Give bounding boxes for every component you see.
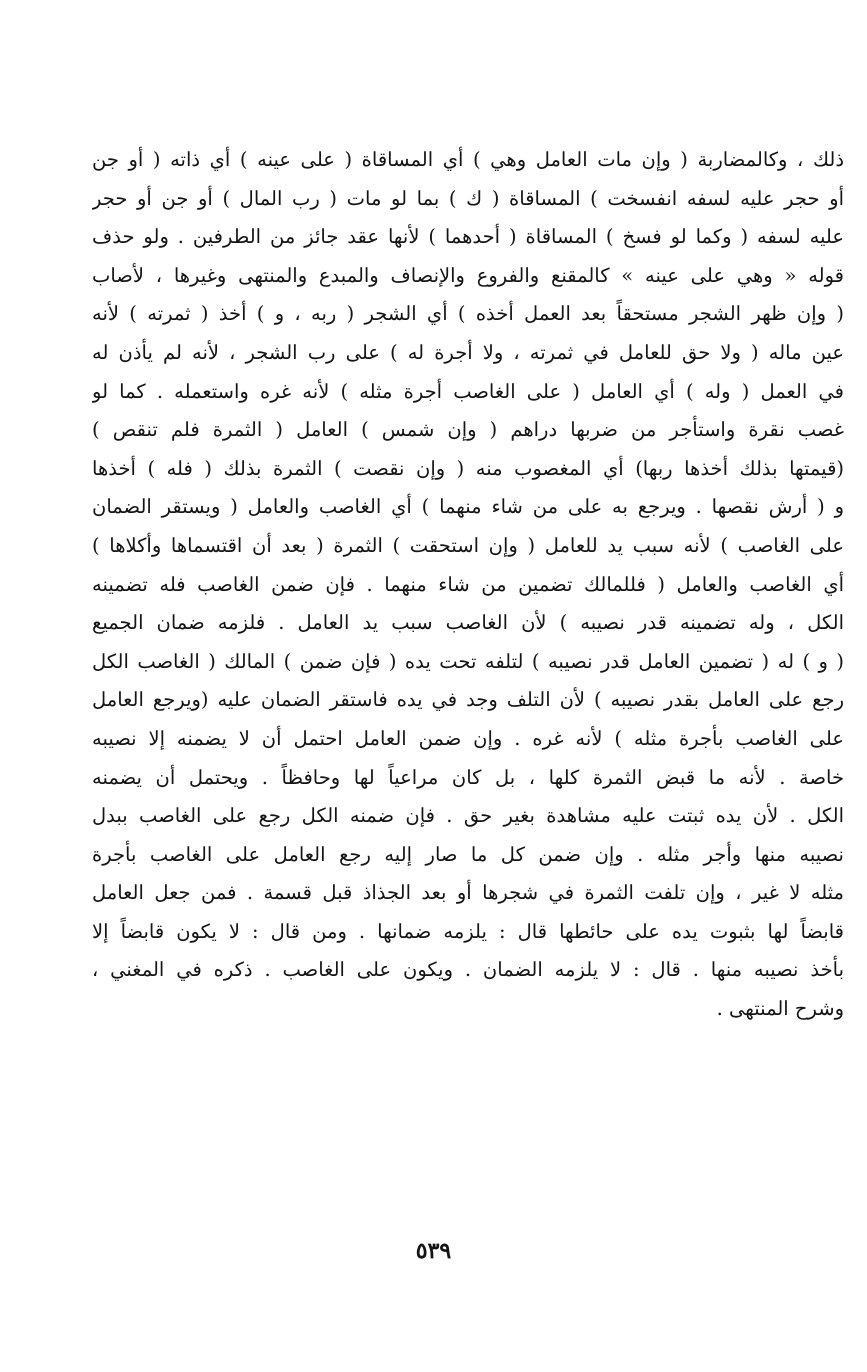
text-line: غصب نقرة واستأجر من ضربها دراهم ( وإن شمس ) العامل ( الثمرة فلم تنقص ) bbox=[92, 418, 844, 442]
text-line: أي الغاصب والعامل ( فللمالك تضمين من شاء منهما . فإن ضمن الغاصب فله تضمينه bbox=[92, 572, 844, 596]
text-line: ( وإن ظهر الشجر مستحقاً بعد العمل أخذه ) أي الشجر ( ربه ، و ) أخذ ( ثمرته ) لأنه bbox=[92, 302, 844, 326]
text-line: على الغاصب بأجرة مثله ) لأنه غره . وإن ضمن العامل احتمل أن لا يضمنه إلا نصيبه bbox=[92, 726, 844, 750]
text-line: (قيمتها بذلك أخذها ربها) أي المغصوب منه ( وإن نقصت ) الثمرة بذلك ( فله ) أخذها bbox=[92, 456, 844, 480]
text-line: عين ماله ( ولا حق للعامل في ثمرته ، ولا أجرة له ) على رب الشجر ، لأنه لم يأذن له bbox=[92, 340, 844, 364]
text-line: نصيبه منها وأجر مثله . وإن ضمن كل ما صار إليه رجع العامل على الغاصب بأجرة bbox=[92, 842, 844, 866]
text-line: قوله « وهي على عينه » كالمقنع والفروع والإنصاف والمبدع والمنتهى وغيرها ، لأصاب bbox=[92, 263, 844, 287]
page-number: ٥٣٩ bbox=[415, 1238, 452, 1264]
text-line: الكل ، وله تضمينه قدر نصيبه ) لأن الغاصب سبب يد العامل . فلزمه ضمان الجميع bbox=[92, 611, 844, 635]
text-line-last: وشرح المنتهى . bbox=[716, 997, 844, 1021]
text-line: قابضاً لها بثبوت يده على حائطها قال : يلزمه ضمانها . ومن قال : لا يكون قابضاً إلا bbox=[92, 919, 844, 943]
text-line: ذلك ، وكالمضاربة ( وإن مات العامل وهي ) أي المساقاة ( على عينه ) أي ذاته ( أو جن bbox=[92, 148, 844, 171]
text-line: على الغاصب ) لأنه سبب يد للعامل ( وإن استحقت ) الثمرة ( بعد أن اقتسماها وأكلاها ) bbox=[92, 533, 844, 557]
text-line: عليه لسفه ( وكما لو فسخ ) المساقاة ( أحدهما ) لأنها عقد جائز من الطرفين . ولو حذف bbox=[92, 225, 844, 249]
text-line: خاصة . لأنه ما قبض الثمرة كلها ، بل كان مراعياً لها وحافظاً . ويحتمل أن يضمنه bbox=[92, 765, 844, 789]
text-line: في العمل ( وله ) أي العامل ( على الغاصب أجرة مثله ) لأنه غره واستعمله . كما لو bbox=[92, 379, 844, 403]
text-line: الكل . لأن يده ثبتت عليه مشاهدة بغير حق . فإن ضمنه الكل رجع على الغاصب ببدل bbox=[92, 804, 844, 828]
text-line: بأخذ نصيبه منها . قال : لا يلزمه الضمان . ويكون على الغاصب . ذكره في المغني ، bbox=[92, 958, 844, 982]
text-line: و ( أرش نقصها . ويرجع به على من شاء منهما ) أي الغاصب والعامل ( ويستقر الضمان bbox=[92, 495, 844, 519]
body-text bbox=[92, 141, 844, 1029]
text-line: أو حجر عليه لسفه انفسخت ) المساقاة ( ك ) بما لو مات ( رب المال ) أو جن أو حجر bbox=[92, 186, 844, 210]
text-line: مثله لا غير ، وإن تلفت الثمرة في شجرها أو بعد الجذاذ قبل قسمة . فمن جعل العامل bbox=[92, 881, 844, 905]
text-line: رجع على العامل بقدر نصيبه ) لأن التلف وجد في يده فاستقر الضمان عليه (ويرجع العامل bbox=[92, 688, 844, 712]
text-line: ( و ) له ( تضمين العامل قدر نصيبه ) لتلفه تحت يده ( فإن ضمن ) المالك ( الغاصب الكل bbox=[92, 649, 844, 673]
